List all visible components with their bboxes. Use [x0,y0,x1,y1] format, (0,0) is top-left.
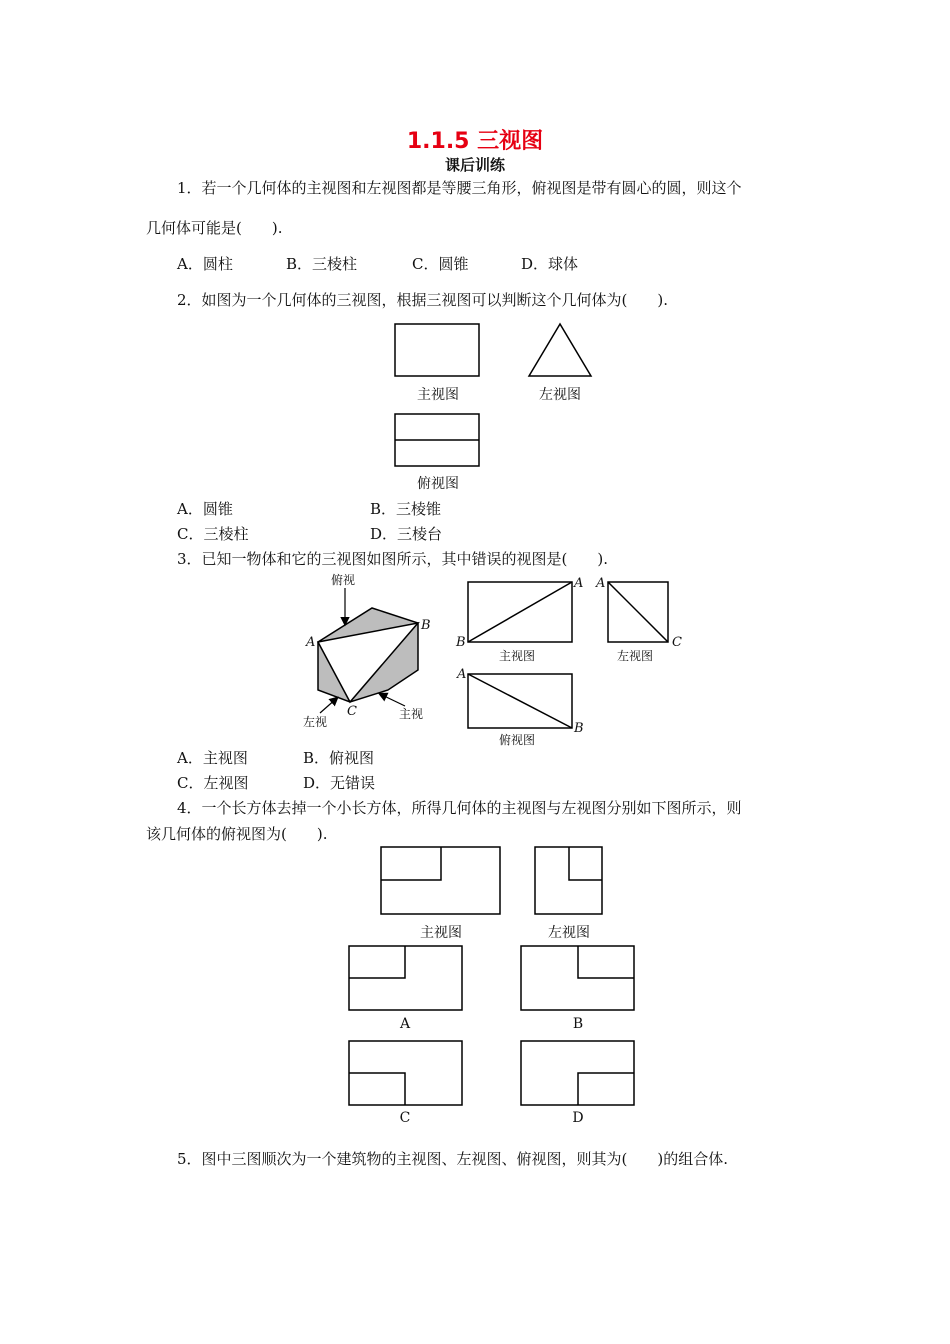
q3-text: 3．已知一物体和它的三视图如图所示，其中错误的视图是( ). [177,550,609,568]
page-subtitle: 课后训练 [444,156,505,174]
q3-label-front-arrow: 主视 [399,707,424,721]
q1-option-d: D．球体 [521,255,579,273]
q1-option-a: A．圆柱 [177,255,233,273]
q2-option-a: A．圆锥 [177,500,233,518]
q2-caption-front: 主视图 [417,387,459,403]
q5-text: 5．图中三图顺次为一个建筑物的主视图、左视图、俯视图，则其为( )的组合体. [177,1150,729,1168]
q4-front-view [381,847,500,914]
q3-label-top-arrow: 俯视 [331,573,356,587]
q3-caption-left: 左视图 [617,649,654,663]
page-title: 1.1.5 三视图 [406,129,544,154]
q2-text: 2．如图为一个几何体的三视图，根据三视图可以判断这个几何体为( ). [177,291,669,309]
q3-top-point-b: B [574,721,584,736]
q4-left-view [535,847,602,914]
q3-front-point-a: A [574,576,584,591]
q4-caption-left: 左视图 [548,925,590,941]
q2-option-d: D．三棱台 [370,525,443,543]
q4-choice-d-figure [521,1041,634,1105]
q4-choice-b-figure [521,946,634,1010]
q4-choice-a-label: A [399,1016,411,1032]
q1-text-line2: 几何体可能是( ). [146,219,283,237]
q2-caption-left: 左视图 [539,387,581,403]
q3-caption-top: 俯视图 [499,733,536,747]
q1-option-c: C．圆锥 [412,255,469,273]
q3-front-point-b: B [456,635,466,650]
q3-label-left-arrow: 左视 [303,715,328,729]
q1-option-b: B．三棱柱 [286,255,358,273]
q4-choice-a-figure [349,946,462,1010]
q4-choice-b-label: B [572,1016,584,1032]
q3-option-a: A．主视图 [177,749,248,767]
q3-option-d: D．无错误 [303,774,376,792]
q4-text-line2: 该几何体的俯视图为( ). [146,825,328,843]
q3-solid-point-b: B [421,618,431,633]
q4-text-line1: 4．一个长方体去掉一个小长方体，所得几何体的主视图与左视图分别如下图所示，则 [177,799,742,817]
q1-text-line1: 1．若一个几何体的主视图和左视图都是等腰三角形，俯视图是带有圆心的圆，则这个 [177,179,742,197]
q3-caption-front: 主视图 [499,649,536,663]
q3-left-point-c: C [672,635,682,650]
q3-option-c: C．左视图 [177,774,249,792]
q3-left-point-a: A [596,576,606,591]
q3-option-b: B．俯视图 [303,749,375,767]
q3-top-point-a: A [457,667,467,682]
q4-choice-d-label: D [572,1110,584,1126]
q2-caption-top: 俯视图 [417,476,459,492]
q4-caption-front: 主视图 [420,925,462,941]
q3-solid-point-c: C [347,704,357,719]
q2-option-c: C．三棱柱 [177,525,249,543]
q3-solid-point-a: A [306,635,316,650]
q4-choice-c-figure [349,1041,462,1105]
q4-choice-c-label: C [399,1110,411,1126]
q2-option-b: B．三棱锥 [370,500,442,518]
